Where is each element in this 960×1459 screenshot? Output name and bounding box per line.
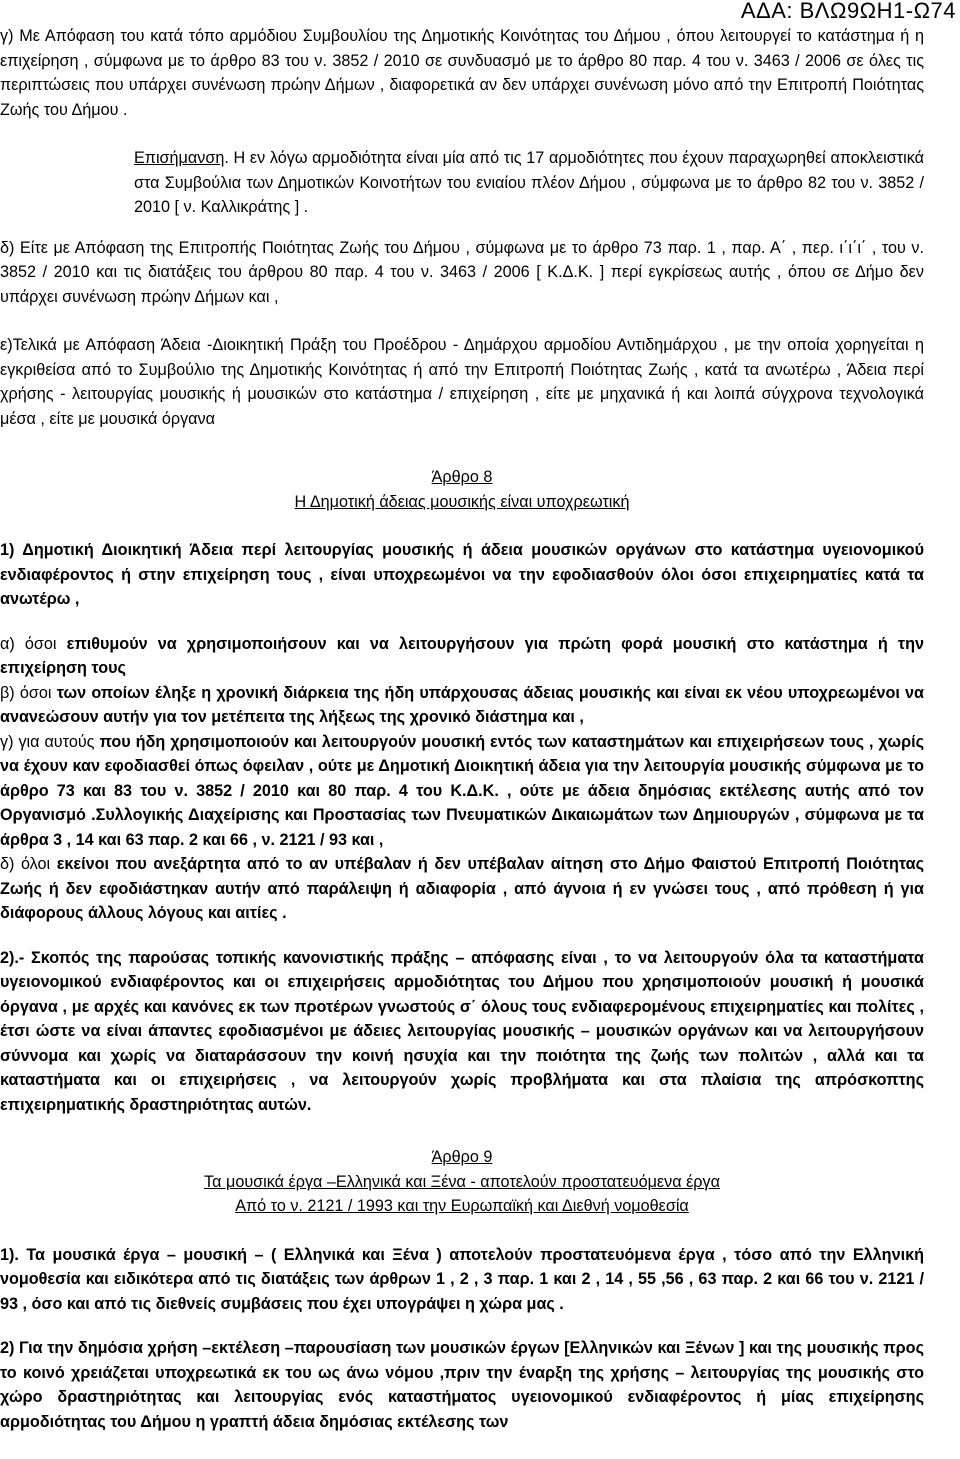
ada-code: ΑΔΑ: ΒΛΩ9ΩΗ1-Ω74 <box>740 0 956 23</box>
article-9-subheading-1: Τα μουσικά έργα –Ελληνικά και Ξένα - αποτελούν προστατευόμενα έργα <box>204 1172 720 1191</box>
article-8-paragraph-1: 1) Δημοτική Διοικητική Άδεια περί λειτουργίας μουσικής ή άδεια μουσικών οργάνων στο κατάστημα υγειονομικού ενδιαφέροντος ή στην επιχείρηση τους , είναι υποχρεωμένοι να την εφοδιασθούν όλοι όσοι επιχειρηματίες κατά τα ανωτέρω , <box>0 541 924 608</box>
item-b-prefix: β) όσοι <box>0 683 52 702</box>
article-9-subheading-2: Από το ν. 2121 / 1993 και την Ευρωπαϊκή και Διεθνή νομοθεσία <box>235 1197 689 1215</box>
item-a-text: επιθυμούν να χρησιμοποιήσουν και να λειτουργήσουν για πρώτη φορά μουσική στο κατάστημα ή την επιχείρηση τους <box>0 634 924 677</box>
item-d-prefix: δ) όλοι <box>0 855 51 873</box>
item-a-prefix: α) όσοι <box>0 634 57 653</box>
article-9-paragraph-2: 2) Για την δημόσια χρήση –εκτέλεση –παρουσίαση των μουσικών έργων [Ελληνικών και Ξένων ] και της μουσικής προς το κοινό χρειάζεται υποχρεωτικά εκ του ως άνω νόμου ,πριν την έναρξη της χρήσης – λειτουργίας της μουσικής στο χώρο δραστηριότητας και λειτουργίας ενός καταστήματος υγειονομικού ενδιαφέροντος ή μίας επιχείρησης αρμοδιότητας του Δήμου η γραπτή άδεια δημόσιας εκτέλεσης των <box>0 1339 924 1431</box>
article-8-item-a <box>0 632 924 681</box>
note-label: Επισήμανση <box>134 149 225 167</box>
article-8-item-b <box>0 681 924 730</box>
article-9-heading: Άρθρο 9 <box>431 1148 493 1166</box>
paragraph-d: δ) Είτε με Απόφαση της Επιτροπής Ποιότητας Ζωής του Δήμου , σύμφωνα με το άρθρο 73 παρ. 1 , παρ. Α΄ , περ. ι΄ι΄ι΄ , του ν. 3852 / 2010 και τις διατάξεις του άρθρου 80 παρ. 4 του ν. 3463 / 2006 [ Κ.Δ.Κ. ] περί εγκρίσεως αυτής , όπου σε Δήμο δεν υπάρχει συνένωση πρώην Δήμων και , <box>0 238 924 306</box>
document-body <box>0 24 924 1434</box>
article-9-paragraph-1: 1). Τα μουσικά έργα – μουσική – ( Ελληνικά και Ξένα ) αποτελούν προστατευόμενα έργα , τόσο από την Ελληνική νομοθεσία και ειδικότερα από τις διατάξεις των άρθρων 1 , 2 , 3 παρ. 1 και 2 , 14 , 55 ,56 , 63 παρ. 2 και 66 του ν. 2121 / 93 , όσο και από τις διεθνείς συμβάσεις που έχει υπογράψει η χώρα μας . <box>0 1245 924 1313</box>
item-c-prefix: γ) για αυτούς <box>0 732 95 751</box>
paragraph-g: γ) Με Απόφαση του κατά τόπο αρμόδιου Συμβουλίου της Δημοτικής Κοινότητας του Δήμου , όπου λειτουργεί το κατάστημα ή η επιχείρηση , σύμφωνα με το άρθρο 83 του ν. 3852 / 2010 σε συνδυασμό με το άρθρο 80 παρ. 4 του ν. 3463 / 2006 σε όλες τις περιπτώσεις που υπάρχει συνένωση πρώην Δήμων , διαφορετικά αν δεν υπάρχει συνένωση μόνο από την Επιτροπή Ποιότητας Ζωής του Δήμου . <box>0 27 924 119</box>
item-b-text: των οποίων έληξε η χρονική διάρκεια της ήδη υπάρχουσας άδειας μουσικής και είναι εκ νέου υποχρεωμένοι να ανανεώσουν αυτήν για τον μετέπειτα της λήξεως της χρονικό διάστημα και , <box>0 683 924 726</box>
article-8-subheading: Η Δημοτική άδειας μουσικής είναι υποχρεωτική <box>294 492 630 511</box>
article-8-item-d <box>0 852 924 926</box>
article-8-paragraph-2: 2).- Σκοπός της παρούσας τοπικής κανονιστικής πράξης – απόφασης είναι , το να λειτουργούν όλα τα καταστήματα υγειονομικού ενδιαφέροντος και οι επιχειρήσεις αρμοδιότητας του Δήμου που χρησιμοποιούν μουσική ή μουσικά όργανα , με αρχές και κανόνες εκ των προτέρων γνωστούς σ΄ όλους τους ενδιαφερομένους επιχειρηματίες και πολίτες , έτσι ώστε να είναι άπαντες εφοδιασμένοι με άδειες λειτουργίας μουσικής – μουσικών οργάνων και να λειτουργήσουν σύννομα και χωρίς να διαταράσσουν την κοινή ησυχία και την ποιότητα της ζωής των πολιτών , αλλά και τα καταστήματα και οι επιχειρήσεις , να λειτουργούν χωρίς προβλήματα και στα πλαίσια της απρόσκοπτης επιχειρηματικής δραστηριότητας αυτών. <box>0 948 924 1114</box>
item-c-text: που ήδη χρησιμοποιούν και λειτουργούν μουσική εντός των καταστημάτων και επιχειρήσεων τους , χωρίς να έχουν καν εφοδιασθεί όπως όφειλαν , ούτε με Δημοτική Διοικητική άδεια για την λειτουργία μουσικής σύμφωνα με το άρθρο 73 και 83 του ν. 3852 / 2010 και 80 παρ. 4 του Κ.Δ.Κ. , ούτε με άδεια δημόσιας εκτέλεσης αυτής από τον Οργανισμό .Συλλογικής Διαχείρισης και Προστασίας των Πνευματικών Δικαιωμάτων των Δημιουργών , σύμφωνα με τα άρθρα 3 , 14 και 63 παρ. 2 και 66 , ν. 2121 / 93 και , <box>0 732 924 849</box>
article-8-heading: Άρθρο 8 <box>431 468 493 486</box>
item-d-text: εκείνοι που ανεξάρτητα από το αν υπέβαλαν ή δεν υπέβαλαν αίτηση στο Δήμο Φαιστού Επιτροπή Ποιότητας Ζωής ή δεν εφοδιάστηκαν αυτήν από παράλειψη ή αδιαφορία , από άγνοια ή εν γνώσει τους , από πρόθεση ή για διάφορους άλλους λόγους και αιτίες . <box>0 855 924 922</box>
article-8-item-c <box>0 730 924 853</box>
note-text: . Η εν λόγω αρμοδιότητα είναι μία από τις 17 αρμοδιότητες που έχουν παραχωρηθεί αποκλειστικά στα Συμβούλια των Δημοτικών Κοινοτήτων του ενιαίου πλέον Δήμου , σύμφωνα με το άρθρο 82 του ν. 3852 / 2010 [ ν. Καλλικράτης ] . <box>134 149 924 216</box>
paragraph-e: ε)Τελικά με Απόφαση Άδεια -Διοικητική Πράξη του Προέδρου - Δημάρχου αρμοδίου Αντιδημάρχου , με την οποία χορηγείται η εγκριθείσα από το Συμβούλιο της Δημοτικής Κοινότητας ή από την Επιτροπή Ποιότητας Ζωής , κατά τα ανωτέρω , Άδεια περί χρήσης - λειτουργίας μουσικής ή μουσικών στο κατάστημα / επιχείρηση , είτε με μηχανικά ή και λοιπά σύγχρονα τεχνολογικά μέσα , είτε με μουσικά όργανα <box>0 336 924 428</box>
note-paragraph <box>0 146 924 220</box>
